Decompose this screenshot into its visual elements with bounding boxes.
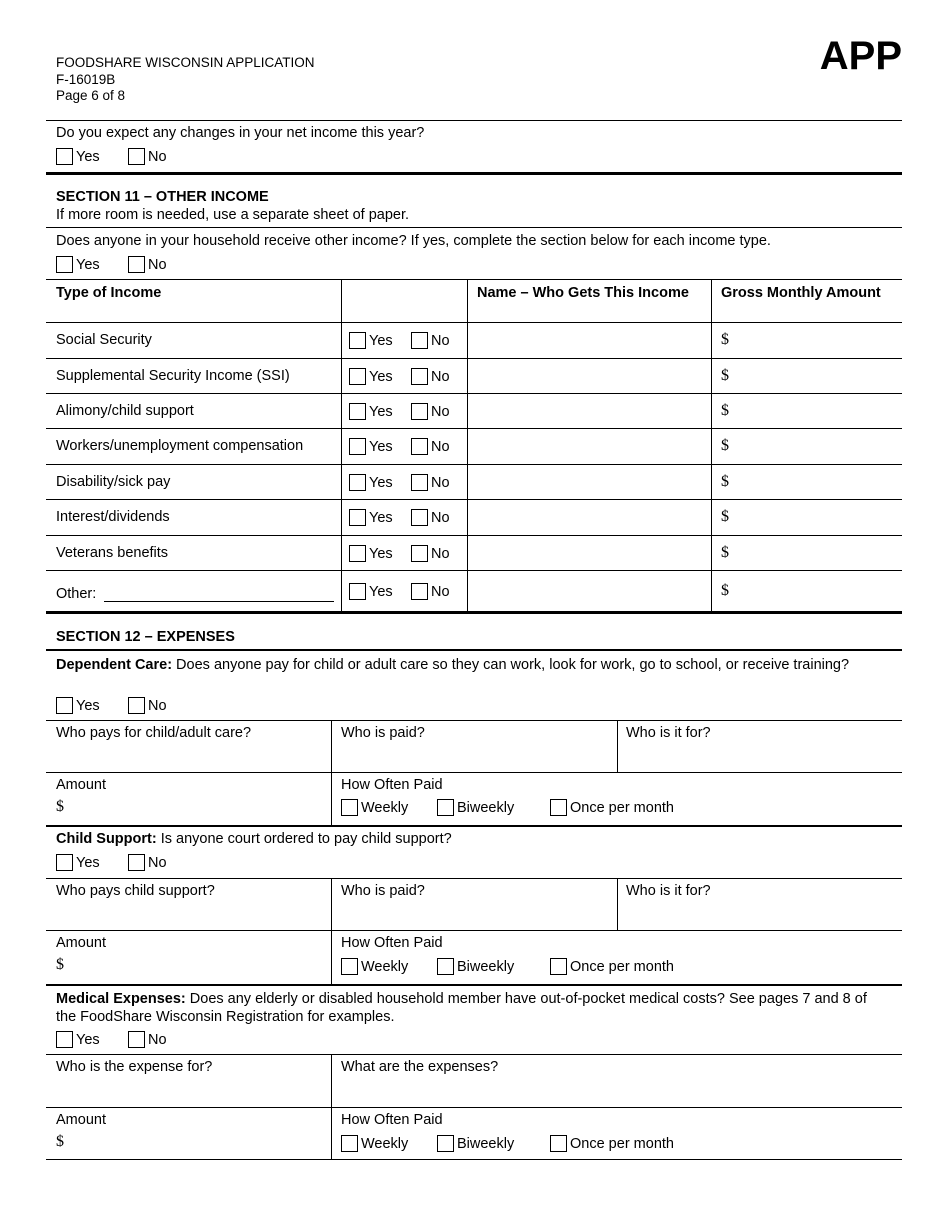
row-divider xyxy=(46,499,902,500)
income-yes[interactable]: Yes xyxy=(349,509,393,526)
income-no[interactable]: No xyxy=(411,332,450,349)
child-support-once-per-month[interactable]: Once per month xyxy=(550,958,674,975)
income-amount[interactable]: $ xyxy=(721,437,729,454)
income-yes[interactable]: Yes xyxy=(349,368,393,385)
col-divider xyxy=(467,279,468,612)
divider xyxy=(46,1159,902,1160)
medical-amount[interactable]: $ xyxy=(56,1133,64,1150)
checkbox[interactable] xyxy=(128,256,145,273)
checkbox[interactable] xyxy=(56,697,73,714)
checkbox[interactable] xyxy=(341,1135,358,1152)
checkbox[interactable] xyxy=(56,148,73,165)
medical-how-often: How Often Paid xyxy=(341,1112,443,1128)
checkbox[interactable] xyxy=(411,368,428,385)
income-amount[interactable]: $ xyxy=(721,367,729,384)
col-divider xyxy=(617,878,618,930)
medical-yes[interactable]: Yes xyxy=(56,1031,100,1048)
checkbox[interactable] xyxy=(128,1031,145,1048)
divider xyxy=(46,120,902,121)
checkbox[interactable] xyxy=(349,332,366,349)
form-title: FOODSHARE WISCONSIN APPLICATION xyxy=(56,55,315,70)
dependent-care-yes[interactable]: Yes xyxy=(56,697,100,714)
checkbox[interactable] xyxy=(56,256,73,273)
income-type: Workers/unemployment compensation xyxy=(56,438,304,454)
income-type: Social Security xyxy=(56,332,152,348)
income-yes[interactable]: Yes xyxy=(349,545,393,562)
child-support-who-pays[interactable]: Who pays child support? xyxy=(56,883,215,899)
child-support-yes[interactable]: Yes xyxy=(56,854,100,871)
income-yes[interactable]: Yes xyxy=(349,438,393,455)
col-divider xyxy=(331,878,332,984)
income-amount[interactable]: $ xyxy=(721,582,729,599)
checkbox[interactable] xyxy=(437,958,454,975)
checkbox[interactable] xyxy=(411,545,428,562)
income-type: Other: xyxy=(56,586,97,602)
col-divider xyxy=(711,279,712,612)
section12-title: SECTION 12 – EXPENSES xyxy=(56,629,235,645)
dependent-who-for[interactable]: Who is it for? xyxy=(626,725,711,741)
checkbox[interactable] xyxy=(349,474,366,491)
checkbox[interactable] xyxy=(437,1135,454,1152)
medical-once-per-month[interactable]: Once per month xyxy=(550,1135,674,1152)
form-header xyxy=(56,55,315,105)
dependent-care-question: Dependent Care: Does anyone pay for child or adult care so they can work, look for work, go to school, or receive training? xyxy=(56,657,850,673)
divider xyxy=(46,227,902,228)
dependent-care-no[interactable]: No xyxy=(128,697,167,714)
checkbox[interactable] xyxy=(349,438,366,455)
section-divider xyxy=(46,172,902,175)
row-divider xyxy=(46,393,902,394)
section11-question: Does anyone in your household receive other income? If yes, complete the section below for each income type. xyxy=(56,233,771,249)
divider xyxy=(46,772,902,773)
section-divider xyxy=(46,611,902,614)
checkbox[interactable] xyxy=(349,403,366,420)
child-support-how-often: How Often Paid xyxy=(341,935,443,951)
row-divider xyxy=(46,358,902,359)
income-no[interactable]: No xyxy=(411,438,450,455)
divider xyxy=(46,649,902,651)
child-support-no[interactable]: No xyxy=(128,854,167,871)
income-amount[interactable]: $ xyxy=(721,473,729,490)
checkbox[interactable] xyxy=(341,958,358,975)
dependent-who-paid[interactable]: Who is paid? xyxy=(341,725,425,741)
divider xyxy=(46,930,902,931)
divider xyxy=(46,1107,902,1108)
checkbox[interactable] xyxy=(411,474,428,491)
medical-expenses-question: Medical Expenses: Does any elderly or disabled household member have out-of-pocket medical costs? See pages 7 and 8 of the FoodShare Wisconsin Registration for examples. xyxy=(56,991,867,1025)
income-yes[interactable]: Yes xyxy=(349,332,393,349)
dependent-once-per-month[interactable]: Once per month xyxy=(550,799,674,816)
row-divider xyxy=(46,535,902,536)
other-income-field[interactable] xyxy=(104,601,334,602)
medical-no[interactable]: No xyxy=(128,1031,167,1048)
child-support-amount-label: Amount xyxy=(56,935,106,951)
checkbox[interactable] xyxy=(349,368,366,385)
child-support-question: Child Support: Is anyone court ordered to pay child support? xyxy=(56,831,452,847)
income-type: Disability/sick pay xyxy=(56,474,171,490)
checkbox[interactable] xyxy=(56,1031,73,1048)
section11-note: If more room is needed, use a separate sheet of paper. xyxy=(56,207,410,223)
medical-who-for[interactable]: Who is the expense for? xyxy=(56,1059,213,1075)
checkbox[interactable] xyxy=(341,799,358,816)
child-support-biweekly[interactable]: Biweekly xyxy=(437,958,514,975)
divider xyxy=(46,720,902,721)
col-name: Name – Who Gets This Income xyxy=(477,285,689,301)
income-no[interactable]: No xyxy=(411,474,450,491)
row-divider xyxy=(46,464,902,465)
checkbox[interactable] xyxy=(56,854,73,871)
income-type: Supplemental Security Income (SSI) xyxy=(56,368,290,384)
income-no[interactable]: No xyxy=(411,368,450,385)
income-amount[interactable]: $ xyxy=(721,544,729,561)
row-divider xyxy=(46,428,902,429)
child-support-who-paid[interactable]: Who is paid? xyxy=(341,883,425,899)
form-number: F-16019B xyxy=(56,71,116,87)
divider xyxy=(46,1054,902,1055)
col-type-of-income: Type of Income xyxy=(56,285,162,301)
medical-weekly[interactable]: Weekly xyxy=(341,1135,408,1152)
dependent-amount[interactable]: $ xyxy=(56,798,64,815)
checkbox[interactable] xyxy=(349,545,366,562)
col-divider xyxy=(617,720,618,772)
income-no[interactable]: No xyxy=(411,583,450,600)
checkbox[interactable] xyxy=(411,583,428,600)
page-number: Page 6 of 8 xyxy=(56,88,126,103)
net-income-yes[interactable]: Yes xyxy=(56,148,100,165)
income-no[interactable]: No xyxy=(411,403,450,420)
header-divider xyxy=(46,322,902,323)
checkbox[interactable] xyxy=(411,438,428,455)
checkbox[interactable] xyxy=(128,148,145,165)
checkbox[interactable] xyxy=(349,509,366,526)
checkbox[interactable] xyxy=(437,799,454,816)
dependent-who-pays[interactable]: Who pays for child/adult care? xyxy=(56,725,252,741)
income-amount[interactable]: $ xyxy=(721,508,729,525)
section11-title: SECTION 11 – OTHER INCOME xyxy=(56,189,269,205)
checkbox[interactable] xyxy=(550,1135,567,1152)
table-top xyxy=(46,279,902,280)
net-income-question: Do you expect any changes in your net income this year? xyxy=(56,125,425,141)
checkbox[interactable] xyxy=(411,332,428,349)
dependent-weekly[interactable]: Weekly xyxy=(341,799,408,816)
medical-biweekly[interactable]: Biweekly xyxy=(437,1135,514,1152)
dependent-how-often: How Often Paid xyxy=(341,777,443,793)
dependent-amount-label: Amount xyxy=(56,777,106,793)
income-yes[interactable]: Yes xyxy=(349,583,393,600)
checkbox[interactable] xyxy=(550,958,567,975)
other-income-yes[interactable]: Yes xyxy=(56,256,100,273)
checkbox[interactable] xyxy=(349,583,366,600)
checkbox[interactable] xyxy=(128,854,145,871)
net-income-no[interactable]: No xyxy=(128,148,167,165)
col-divider xyxy=(341,279,342,612)
income-yes[interactable]: Yes xyxy=(349,474,393,491)
col-gross-amount: Gross Monthly Amount xyxy=(721,285,881,301)
income-amount[interactable]: $ xyxy=(721,331,729,348)
app-badge: APP xyxy=(819,34,902,78)
checkbox[interactable] xyxy=(550,799,567,816)
income-type: Alimony/child support xyxy=(56,403,194,419)
income-no[interactable]: No xyxy=(411,545,450,562)
medical-what[interactable]: What are the expenses? xyxy=(341,1059,499,1075)
income-type: Veterans benefits xyxy=(56,545,169,561)
income-no[interactable]: No xyxy=(411,509,450,526)
child-support-weekly[interactable]: Weekly xyxy=(341,958,408,975)
divider xyxy=(46,878,902,879)
child-support-who-for[interactable]: Who is it for? xyxy=(626,883,711,899)
income-amount[interactable]: $ xyxy=(721,402,729,419)
divider xyxy=(46,825,902,827)
checkbox[interactable] xyxy=(411,509,428,526)
other-income-no[interactable]: No xyxy=(128,256,167,273)
dependent-biweekly[interactable]: Biweekly xyxy=(437,799,514,816)
child-support-amount[interactable]: $ xyxy=(56,956,64,973)
income-yes[interactable]: Yes xyxy=(349,403,393,420)
checkbox[interactable] xyxy=(411,403,428,420)
row-divider xyxy=(46,570,902,571)
divider xyxy=(46,984,902,986)
income-type: Interest/dividends xyxy=(56,509,170,525)
medical-amount-label: Amount xyxy=(56,1112,106,1128)
checkbox[interactable] xyxy=(128,697,145,714)
